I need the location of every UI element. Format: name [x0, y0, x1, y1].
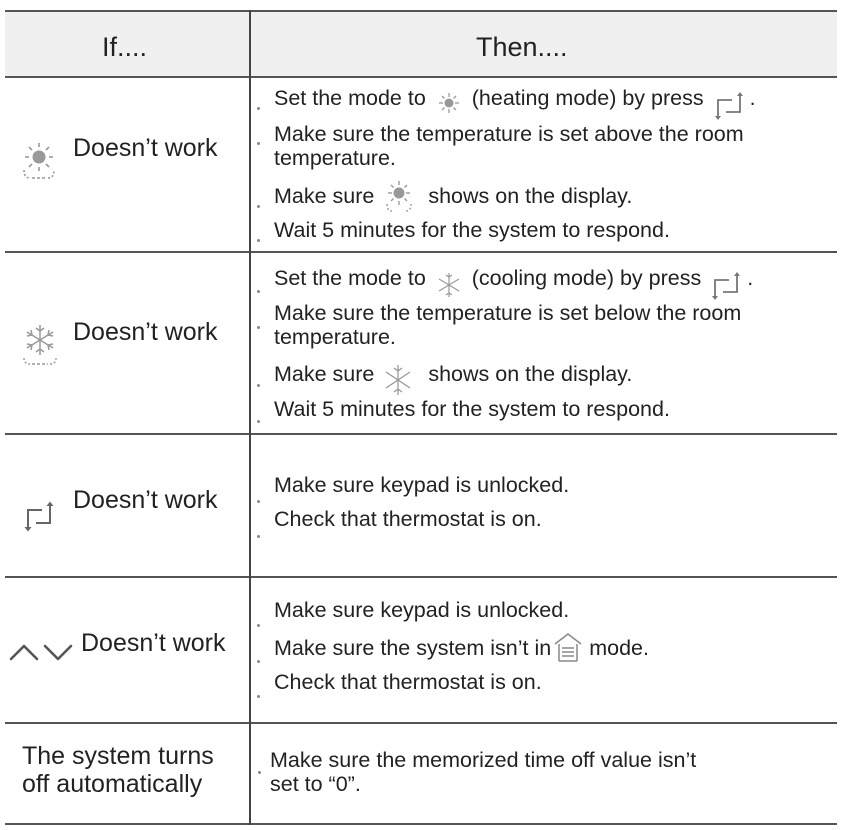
- row3-condition: Doesn’t work: [73, 486, 218, 514]
- rule-row-3: [5, 576, 837, 578]
- row4-condition: Doesn’t work: [81, 629, 226, 657]
- row3-line1: Make sure keypad is unlocked.: [274, 473, 570, 497]
- rule-bottom: [5, 823, 837, 825]
- header-then: Then....: [476, 32, 568, 62]
- up-down-arrows-icon: [8, 640, 74, 664]
- away-house-icon: [551, 638, 589, 660]
- snowflake-cooling-icon: [432, 268, 466, 290]
- rule-top: [5, 10, 837, 12]
- row2-line4: [274, 362, 632, 386]
- text-part: mode.: [589, 636, 649, 660]
- row5-line1: Make sure the memorized time off value isn’t: [270, 748, 697, 772]
- bullet: [257, 624, 260, 627]
- column-divider: [249, 10, 251, 825]
- text-part: Set the mode to: [274, 266, 426, 290]
- sun-heating-icon: [20, 140, 62, 182]
- row1-line3: temperature.: [274, 146, 396, 170]
- text-part: Make sure: [274, 184, 375, 208]
- condition-line: The system turns: [22, 742, 214, 770]
- rule-row-2: [5, 433, 837, 435]
- row1-line5: Wait 5 minutes for the system to respond.: [274, 218, 670, 242]
- mode-cycle-icon: [707, 268, 747, 290]
- text-part: .: [749, 86, 756, 110]
- header-if: If....: [102, 32, 148, 62]
- text-part: shows on the display.: [428, 362, 633, 386]
- row4-line2: [274, 636, 649, 660]
- rule-row-1: [5, 251, 837, 253]
- bullet: [257, 142, 260, 145]
- bullet: [257, 420, 260, 423]
- bullet: [257, 535, 260, 538]
- bullet: [257, 290, 260, 293]
- row2-line3: temperature.: [274, 325, 396, 349]
- row1-line4: [274, 184, 632, 208]
- bullet: [257, 326, 260, 329]
- condition-line: off automatically: [22, 770, 203, 798]
- row2-line1: [274, 266, 753, 290]
- bullet: [257, 239, 260, 242]
- rule-header: [5, 76, 837, 78]
- bullet: [257, 205, 260, 208]
- mode-cycle-icon: [710, 88, 750, 110]
- rule-row-4: [5, 722, 837, 724]
- mode-cycle-icon: [22, 500, 56, 532]
- row4-line3: Check that thermostat is on.: [274, 670, 542, 694]
- row5-condition: [22, 742, 214, 798]
- row1-condition: Doesn’t work: [73, 134, 218, 162]
- bullet: [257, 384, 260, 387]
- row2-condition: Doesn’t work: [73, 318, 218, 346]
- row5-line2: set to “0”.: [270, 772, 361, 796]
- text-part: Make sure the system isn’t in: [274, 636, 552, 660]
- row2-line5: Wait 5 minutes for the system to respond.: [274, 397, 670, 421]
- bullet: [257, 500, 260, 503]
- row4-line1: Make sure keypad is unlocked.: [274, 598, 570, 622]
- row1-line1: [274, 86, 756, 110]
- text-part: shows on the display.: [428, 184, 633, 208]
- bullet: [257, 695, 260, 698]
- row2-line2: Make sure the temperature is set below the room: [274, 301, 742, 325]
- row1-line2: Make sure the temperature is set above the room: [274, 122, 744, 146]
- bullet: [257, 660, 260, 663]
- bullet: [258, 771, 261, 774]
- sun-heating-icon: [380, 186, 422, 208]
- text-part: (cooling mode) by press: [471, 266, 702, 290]
- snowflake-cooling-icon: [380, 364, 422, 386]
- row3-line2: Check that thermostat is on.: [274, 507, 542, 531]
- bullet: [257, 107, 260, 110]
- text-part: Set the mode to: [274, 86, 426, 110]
- text-part: (heating mode) by press: [471, 86, 704, 110]
- text-part: .: [747, 266, 754, 290]
- snowflake-cooling-icon: [20, 322, 62, 368]
- sun-heating-icon: [432, 88, 466, 110]
- text-part: Make sure: [274, 362, 375, 386]
